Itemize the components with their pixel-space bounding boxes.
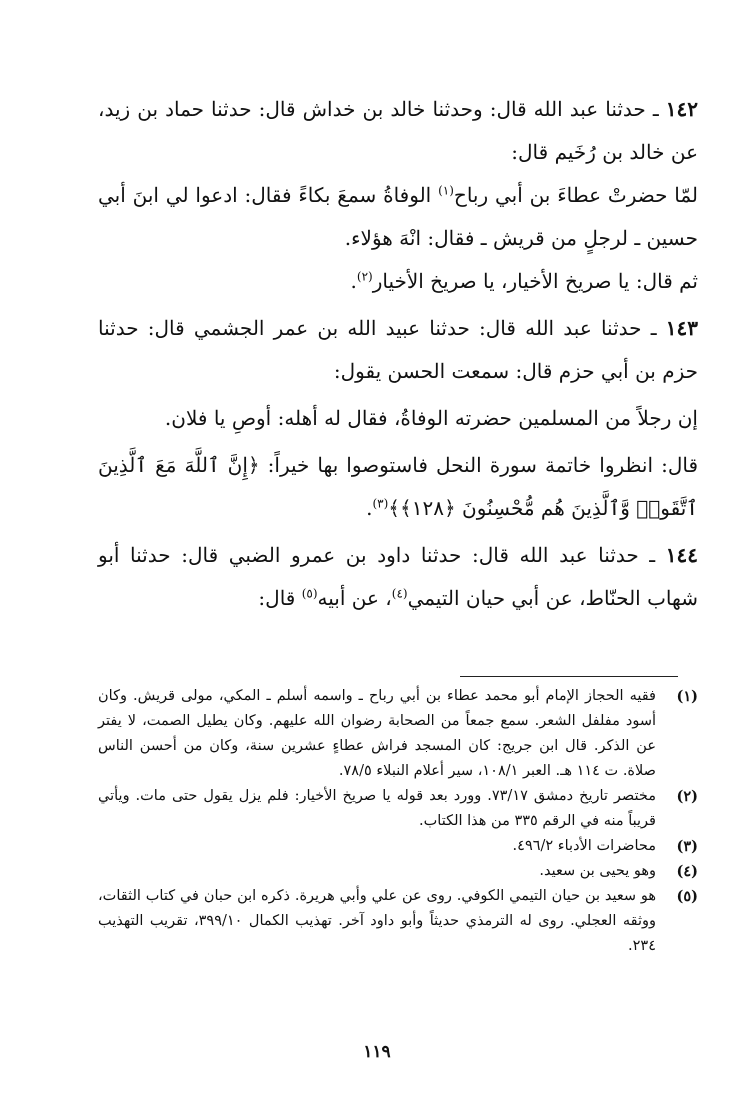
entry-number: ١٤٤: [665, 543, 699, 567]
footnote-number: (٢): [676, 788, 698, 805]
footnote-text: محاضرات الأدباء ٤٩٦/٢.: [512, 838, 656, 854]
footnote: [98, 684, 698, 784]
footnote: [98, 884, 698, 959]
footnote-ref[interactable]: (٤): [391, 586, 408, 601]
footnote-number: (١): [676, 688, 698, 705]
footnote-divider: [460, 676, 678, 677]
footnote-ref[interactable]: (٥): [301, 586, 318, 601]
footnotes: [98, 684, 698, 959]
entry-144-header: ١٤٤ ـ حدثنا عبد الله قال: حدثنا داود بن عمرو الضبي قال: حدثنا أبو شهاب الحنّاط، عن أبي حيان التيمي$^{(٤)}$، عن أبيه$^{(٥)}$ قال:: [98, 543, 699, 610]
footnote: [98, 859, 698, 884]
entry-number: ١٤٢: [665, 97, 699, 121]
footnote-number: (٥): [676, 888, 698, 905]
entry-143-narration: إن رجلاً من المسلمين حضرته الوفاةُ، فقال له أهله: أوصِ يا فلان.: [164, 406, 698, 430]
footnote-ref[interactable]: (١): [438, 183, 454, 198]
footnote: [98, 834, 698, 859]
footnote-text: مختصر تاريخ دمشق ٧٣/١٧. وورد بعد قوله يا صريخ الأخيار: فلم يزل يقول حتى مات. ويأتي قريباً منه في الرقم ٣٣٥ من هذا الكتاب.: [98, 788, 656, 829]
entry-142-ending: ثم قال: يا صريخ الأخيار، يا صريخ الأخيار$^{(٢)}$.: [350, 269, 698, 293]
footnote-number: (٣): [676, 838, 698, 855]
entry-143-quran-quote: قال: انظروا خاتمة سورة النحل فاستوصوا بها خيراً: ﴿إِنَّ ٱللَّهَ مَعَ ٱلَّذِينَ ٱتَّقَوا۟ وَّٱلَّذِينَ هُم مُّحْسِنُونَ ﴿١٢٨﴾﴾$^{(٣)}$.: [98, 453, 698, 520]
footnote-ref[interactable]: (٢): [356, 269, 373, 284]
footnote-text: فقيه الحجاز الإمام أبو محمد عطاء بن أبي رباح ـ واسمه أسلم ـ المكي، مولى قريش. وكان أسود مفلفل الشعر. سمع جمعاً من الصحابة رضوان الله عليهم. وكان يطيل الصمت، لا يفتر عن الذكر. قال ابن جريج: كان المسجد فراش عطاءٍ عشرين سنة، وكان من أحسن الناس صلاة. ت ١١٤ هـ. العبر ١٠٨/١، سير أعلام النبلاء ٧٨/٥.: [98, 688, 656, 779]
footnote-text: وهو يحيى بن سعيد.: [539, 863, 656, 879]
footnote-number: (٤): [676, 863, 698, 880]
entry-number: ١٤٣: [665, 316, 698, 340]
isnad-text: ـ حدثنا عبد الله قال: حدثنا عبيد الله بن عمر الجشمي قال: حدثنا حزم بن أبي حزم قال: سمعت الحسن يقول:: [98, 316, 698, 383]
page-number: ١١٩: [363, 1042, 391, 1062]
entry-142-header: [98, 88, 698, 174]
footnote: [98, 784, 698, 834]
footnote-ref[interactable]: (٣): [372, 496, 389, 511]
footnote-text: هو سعيد بن حيان التيمي الكوفي. روى عن علي وأبي هريرة. ذكره ابن حبان في كتاب الثقات، ووثقه العجلي. روى له الترمذي حديثاً وأبو داود آخر. تهذيب الكمال ٣٩٩/١٠، تقريب التهذيب ٢٣٤.: [98, 888, 656, 954]
entry-143-header: [98, 307, 698, 393]
entry-142-narration: لمّا حضرتْ عطاءَ بن أبي رباح$^{(١)}$ الوفاةُ سمعَ بكاءً فقال: ادعوا لي ابنَ أبي حسين ـ لرجلٍ من قريش ـ فقال: انْهَ هؤلاء.: [98, 183, 699, 250]
main-text: [98, 88, 698, 620]
isnad-text: ـ حدثنا عبد الله قال: وحدثنا خالد بن خداش قال: حدثنا حماد بن زيد، عن خالد بن رُخَيم قال:: [98, 97, 698, 164]
